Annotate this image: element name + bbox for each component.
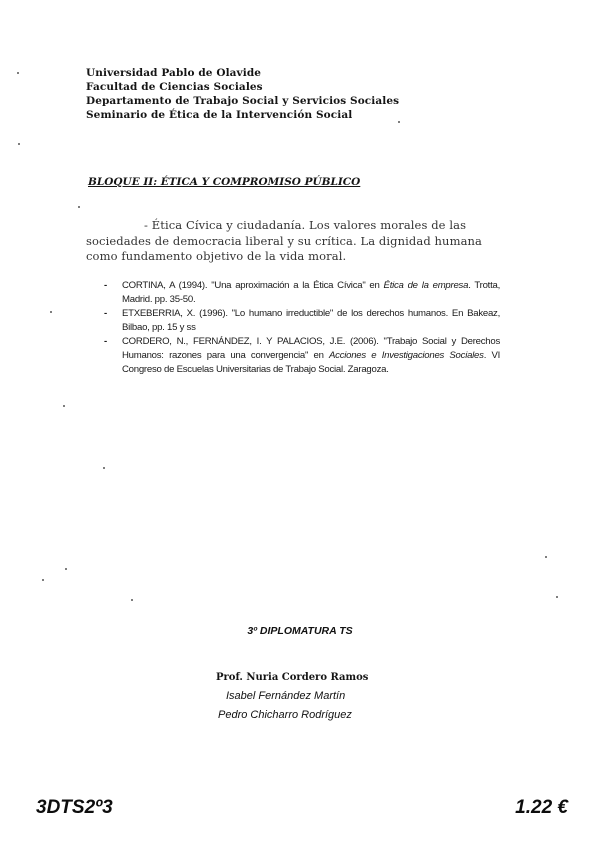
document-code: 3DTS2º3 [36, 797, 113, 818]
professor-secondary: Pedro Chicharro Rodríguez [218, 709, 352, 721]
course-title: 3º DIPLOMATURA TS [247, 625, 353, 637]
references-list [104, 279, 500, 377]
scan-speck [63, 405, 65, 407]
list-bullet: - [104, 280, 107, 291]
scan-speck [65, 568, 67, 570]
topic-paragraph [86, 218, 496, 265]
document-price: 1.22 € [515, 797, 568, 818]
department-name: Departamento de Trabajo Social y Servicios Sociales [86, 95, 400, 107]
scan-speck [131, 599, 133, 601]
reference-item [104, 307, 500, 335]
professor-main: Prof. Nuria Cordero Ramos [216, 672, 369, 683]
list-bullet: - [104, 336, 107, 347]
professor-secondary: Isabel Fernández Martín [226, 690, 346, 702]
scan-speck [50, 311, 52, 313]
reference-text: CORDERO, N., FERNÁNDEZ, I. Y PALACIOS, J.E. (2006). "Trabajo Social y Derechos Humanos: razones para una convergencia" en [122, 336, 500, 361]
reference-item [104, 335, 500, 377]
reference-source-title: Acciones e Investigaciones Sociales [329, 350, 484, 361]
reference-publisher: . Trotta, Madrid. pp. 35-50. [122, 280, 500, 305]
institution-header [86, 66, 506, 122]
reference-item [104, 279, 500, 307]
seminar-name: Seminario de Ética de la Intervención Social [86, 109, 353, 121]
reference-text: ETXEBERRIA, X. (1996). "Lo humano irreductible" de los derechos humanos. En Bakeaz, Bilbao, pp. 15 y ss [122, 308, 500, 333]
block-title: BLOQUE II: ÉTICA Y COMPROMISO PÚBLICO [88, 176, 361, 188]
reference-text: CORTINA, A (1994). "Una aproximación a la Ética Cívica" en [122, 280, 384, 291]
university-name: Universidad Pablo de Olavide [86, 67, 262, 79]
scan-speck [556, 596, 558, 598]
scan-speck [103, 467, 105, 469]
list-bullet: - [104, 308, 107, 319]
reference-source-title: Ética de la empresa [383, 280, 469, 291]
scan-speck [545, 556, 547, 558]
reference-publisher: . VI Congreso de Escuelas Universitarias de Trabajo Social. Zaragoza. [122, 350, 501, 375]
scan-speck [17, 72, 19, 74]
faculty-name: Facultad de Ciencias Sociales [86, 81, 263, 93]
topic-text: - Ética Cívica y ciudadanía. Los valores morales de las sociedades de democracia liberal y su crítica. La dignidad humana como fundamento objetivo de la vida moral. [86, 218, 482, 263]
scan-speck [398, 121, 400, 123]
scan-speck [42, 579, 44, 581]
scan-speck [18, 143, 20, 145]
scan-speck [78, 206, 80, 208]
